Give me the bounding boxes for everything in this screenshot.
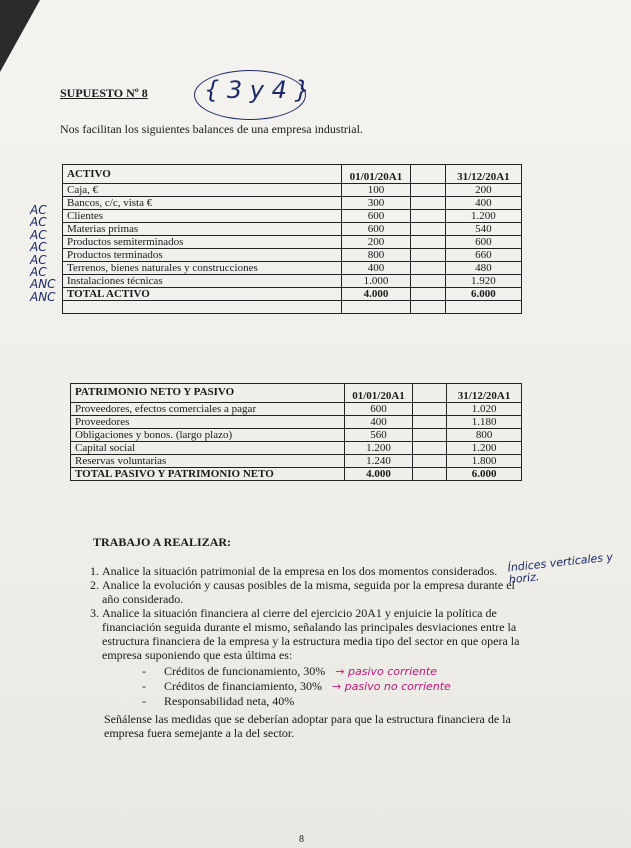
intro-text: Nos facilitan los siguientes balances de una empresa industrial. (60, 122, 363, 136)
table-row (71, 429, 522, 442)
task-item (102, 606, 528, 708)
row-value-2: 1.180 (447, 416, 522, 429)
sector-structure-list (142, 664, 528, 708)
total-label: TOTAL PASIVO Y PATRIMONIO NETO (71, 468, 345, 481)
row-value-2: 200 (445, 184, 521, 197)
row-label: Reservas voluntarias (71, 455, 345, 468)
row-value-1: 800 (341, 249, 411, 262)
row-label: Productos semiterminados (63, 236, 342, 249)
table-row (71, 416, 522, 429)
pasivo-total-row (71, 468, 522, 481)
row-value-1: 100 (341, 184, 411, 197)
handwritten-title-note: { 3 y 4 } (204, 76, 310, 104)
total-value-2: 6.000 (445, 288, 521, 301)
gap-cell (411, 288, 445, 301)
row-label: Proveedores, efectos comerciales a pagar (71, 403, 345, 416)
page-number: 8 (299, 834, 304, 845)
handwritten-right-note: Índices verticales y horiz. (506, 550, 614, 587)
row-label: Productos terminados (63, 249, 342, 262)
task-text: Analice la situación financiera al cierre del ejercicio 20A1 y enjuicie la política de financiación seguida durante el mismo, señalando las principales desviaciones entre la estructura financiera de la empresa y la estructura media tipo del sector en que opera la empresa suponiendo que esta última es: (102, 606, 520, 662)
row-value-2: 600 (445, 236, 521, 249)
pasivo-table (70, 383, 522, 481)
row-value-1: 1.200 (344, 442, 413, 455)
gap-cell (413, 429, 447, 442)
row-label: Capital social (71, 442, 345, 455)
handwritten-note: → pasivo corriente (335, 665, 437, 678)
table-row (63, 223, 522, 236)
table-row (63, 236, 522, 249)
gap-cell (411, 184, 445, 197)
gap-cell (411, 249, 445, 262)
row-value-1: 600 (341, 223, 411, 236)
gap-cell (411, 197, 445, 210)
table-row (63, 262, 522, 275)
task-item (102, 564, 528, 578)
margin-note: AC (30, 227, 47, 242)
row-value-2: 1.920 (445, 275, 521, 288)
total-value-1: 4.000 (341, 288, 411, 301)
task-text: Analice la evolución y causas posibles de la misma, seguida por la empresa durante el año considerado. (102, 578, 515, 606)
sector-item-text: Créditos de funcionamiento, 30% (164, 664, 326, 678)
margin-note: AC (30, 265, 47, 280)
row-value-2: 1.200 (445, 210, 521, 223)
row-value-1: 1.240 (344, 455, 413, 468)
gap-cell (411, 165, 445, 184)
activo-table (62, 164, 522, 314)
row-label: Terrenos, bienes naturales y construcciones (63, 262, 342, 275)
gap-cell (411, 210, 445, 223)
document-title: SUPUESTO Nº 8 (60, 86, 148, 100)
row-value-2: 660 (445, 249, 521, 262)
pasivo-header-row (71, 384, 522, 403)
blank-cell (445, 301, 521, 314)
row-value-2: 1.020 (447, 403, 522, 416)
task-text: Analice la situación patrimonial de la empresa en los dos momentos considerados. (102, 564, 498, 578)
row-value-1: 1.000 (341, 275, 411, 288)
work-title: TRABAJO A REALIZAR: (93, 535, 232, 549)
gap-cell (411, 236, 445, 249)
sector-item-text: Créditos de financiamiento, 30% (164, 679, 322, 693)
margin-note: ANC (30, 277, 56, 292)
row-label: Bancos, c/c, vista € (63, 197, 342, 210)
row-label: Clientes (63, 210, 342, 223)
sector-item (142, 694, 528, 708)
table-row (63, 210, 522, 223)
total-value-2: 6.000 (447, 468, 522, 481)
activo-total-row (63, 288, 522, 301)
row-value-2: 1.200 (447, 442, 522, 455)
row-value-1: 600 (341, 210, 411, 223)
total-value-1: 4.000 (344, 468, 413, 481)
table-row (63, 197, 522, 210)
table-row (71, 442, 522, 455)
sector-item (142, 664, 528, 679)
row-value-1: 300 (341, 197, 411, 210)
row-label: Caja, € (63, 184, 342, 197)
sector-item-text: Responsabilidad neta, 40% (164, 694, 295, 708)
gap-cell (411, 262, 445, 275)
pasivo-header: PATRIMONIO NETO Y PASIVO (71, 384, 345, 403)
gap-cell (413, 455, 447, 468)
row-label: Instalaciones técnicas (63, 275, 342, 288)
activo-col2-header: 31/12/20A1 (445, 165, 521, 184)
gap-cell (411, 223, 445, 236)
row-value-1: 400 (344, 416, 413, 429)
row-value-1: 600 (344, 403, 413, 416)
blank-cell (63, 301, 342, 314)
row-value-2: 540 (445, 223, 521, 236)
gap-cell (411, 301, 445, 314)
gap-cell (413, 416, 447, 429)
gap-cell (413, 384, 447, 403)
row-value-2: 480 (445, 262, 521, 275)
margin-note: AC (30, 203, 47, 217)
table-row (71, 455, 522, 468)
margin-note: AC (30, 240, 47, 255)
row-value-2: 400 (445, 197, 521, 210)
row-value-1: 560 (344, 429, 413, 442)
margin-note: AC (30, 252, 47, 267)
margin-notes (30, 204, 56, 303)
margin-note: AC (30, 215, 47, 230)
handwritten-note: → pasivo no corriente (331, 680, 451, 693)
table-row (71, 403, 522, 416)
gap-cell (413, 442, 447, 455)
table-row (63, 184, 522, 197)
total-label: TOTAL ACTIVO (63, 288, 342, 301)
table-row (63, 275, 522, 288)
row-label: Obligaciones y bonos. (largo plazo) (71, 429, 345, 442)
table-row (63, 249, 522, 262)
row-label: Materias primas (63, 223, 342, 236)
margin-note: ANC (30, 289, 56, 304)
row-value-1: 200 (341, 236, 411, 249)
closing-text: Señálense las medidas que se deberían adoptar para que la estructura financiera de la empresa fuera semejante a la del sector. (104, 712, 511, 740)
activo-header-row (63, 165, 522, 184)
row-value-2: 800 (447, 429, 522, 442)
pasivo-col2-header: 31/12/20A1 (447, 384, 522, 403)
blank-cell (341, 301, 411, 314)
page-corner-shadow (0, 0, 40, 72)
gap-cell (413, 403, 447, 416)
gap-cell (413, 468, 447, 481)
sector-item (142, 679, 528, 694)
task-item (102, 578, 528, 606)
gap-cell (411, 275, 445, 288)
row-value-2: 1.800 (447, 455, 522, 468)
row-label: Proveedores (71, 416, 345, 429)
blank-row (63, 301, 522, 314)
pasivo-col1-header: 01/01/20A1 (344, 384, 413, 403)
task-list (88, 564, 528, 740)
activo-col1-header: 01/01/20A1 (341, 165, 411, 184)
activo-header: ACTIVO (63, 165, 342, 184)
row-value-1: 400 (341, 262, 411, 275)
